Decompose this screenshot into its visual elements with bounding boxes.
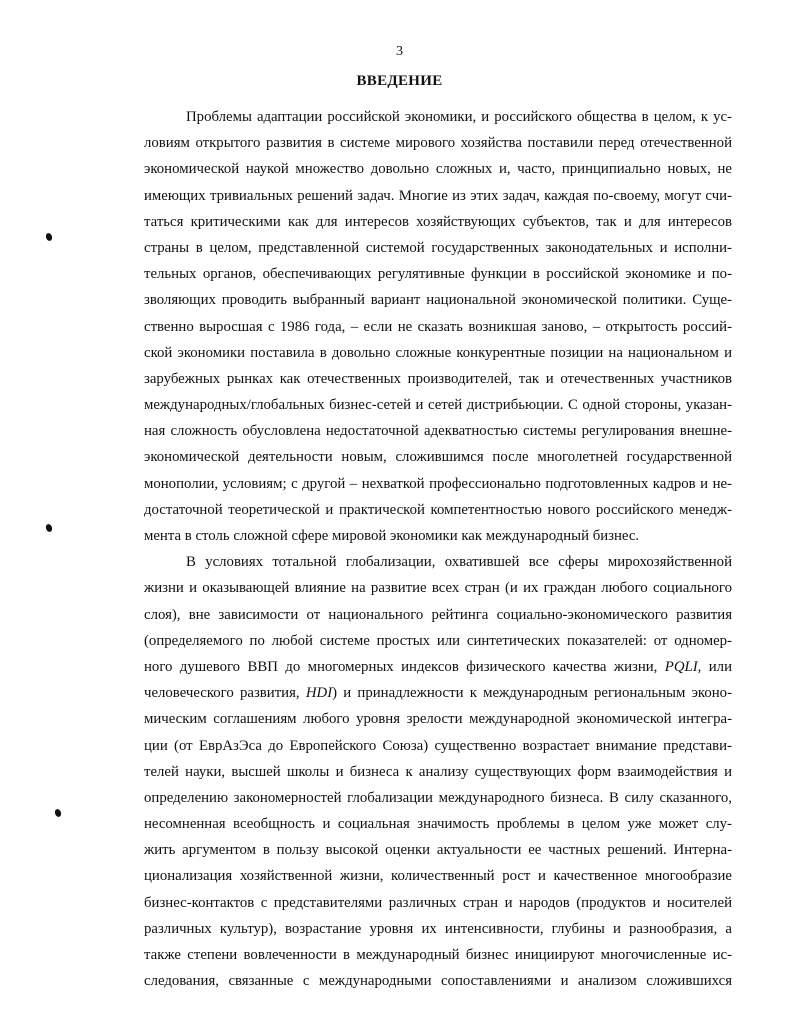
binding-hole-mark (45, 232, 53, 242)
paragraph-line: ционализация хозяйственной жизни, количественный рост и качественное многообразие (144, 868, 732, 885)
paragraph-line: мента в столь сложной сфере мировой экономики как международный бизнес. (144, 528, 640, 544)
paragraph-line: В условиях тотальной глобализации, охватившей все сферы мирохозяйственной (186, 554, 732, 571)
paragraph-line: экономической деятельности новым, сложившимся после многолетней государственной (144, 449, 732, 466)
paragraph-line: (определяемого по любой системе простых или синтетических показателей: от одномер- (144, 632, 732, 649)
paragraph-line: тельных органов, обеспечивающих регулятивные функции в российской экономике и по- (144, 266, 732, 283)
paragraph-line: жизни и оказывающей влияние на развитие всех стран (и их граждан любого социального (144, 580, 732, 597)
paragraph-line: монополии, условиям; с другой – нехваткой профессионально подготовленных кадров и не- (144, 475, 732, 492)
paragraph-line: ная сложность обусловлена недостаточной адекватностью системы регулирования внешне- (144, 423, 732, 440)
paragraph-line: различных культур), возрастание уровня их интенсивности, глубины и разнообразия, а (144, 920, 732, 937)
paragraph-line: международных/глобальных бизнес-сетей и сетей дистрибьюции. С одной стороны, указан- (144, 397, 732, 414)
paragraph-line: несомненная всеобщность и социальная значимость проблемы в целом уже может слу- (144, 816, 732, 833)
paragraph-line: ции (от ЕврАзЭса до Европейского Союза) существенно возрастает внимание представи- (144, 737, 732, 754)
paragraph-line: мическим соглашениям любого уровня зрелости международной экономической интегра- (144, 711, 732, 728)
paragraph-line: экономической наукой множество довольно сложных и, часто, принципиально новых, не (144, 161, 732, 178)
paragraph-line: следования, связанные с международными сопоставлениями и анализом сложившихся (144, 973, 732, 990)
paragraph-line: телей науки, высшей школы и бизнеса к анализу существующих форм взаимодействия и (144, 763, 732, 780)
paragraph-line: ловиям открытого развития в системе мирового хозяйства поставили перед отечественной (144, 135, 732, 152)
binding-hole-mark (54, 808, 62, 818)
binding-hole-mark (45, 523, 53, 533)
paragraph-line: страны в целом, представленной системой государственных законодательных и исполни- (144, 239, 732, 256)
paragraph-line: зарубежных рынках как отечественных производителей, так и отечественных участников (144, 370, 732, 387)
paragraph-line: ственно выросшая с 1986 года, – если не сказать возникшая заново, – открытость россий- (144, 318, 732, 335)
paragraph-line: жить аргументом в пользу высокой оценки актуальности ее частных решений. Интерна- (144, 842, 732, 859)
paragraph-line: имеющих тривиальных решений задач. Многие из этих задач, каждая по-своему, могут счи- (144, 187, 732, 204)
paragraph-line: зволяющих проводить выбранный вариант национальной экономической политики. Суще- (144, 292, 732, 309)
paragraph-line: определению закономерностей глобализации международного бизнеса. В силу сказанного, (144, 789, 732, 806)
page-number: 3 (396, 44, 403, 59)
section-heading: ВВЕДЕНИЕ (356, 73, 443, 89)
paragraph-line: Проблемы адаптации российской экономики, и российского общества в целом, к ус- (186, 109, 732, 125)
paragraph-line: ской экономики поставила в довольно сложные конкурентные позиции на национальном и (144, 344, 732, 361)
paragraph-line: достаточной теоретической и практической компетентностью нового российского менедж- (144, 501, 732, 518)
paragraph-line: ного душевого ВВП до многомерных индексов физического качества жизни, PQLI, или (144, 658, 732, 675)
paragraph-line: бизнес-контактов с представителями различных стран и народов (продуктов и носителей (144, 894, 732, 911)
paragraph-line: таться критическими как для интересов хозяйствующих субъектов, так и для интересов (144, 213, 732, 230)
paragraph-line: человеческого развития, HDI) и принадлежности к международным региональным эконо- (144, 685, 732, 702)
body-text (144, 104, 732, 994)
paragraph-line: также степени вовлеченности в международный бизнес инициируют многочисленные ис- (144, 947, 732, 963)
paragraph-line: слоя), вне зависимости от национального рейтинга социально-экономического развития (144, 606, 732, 623)
